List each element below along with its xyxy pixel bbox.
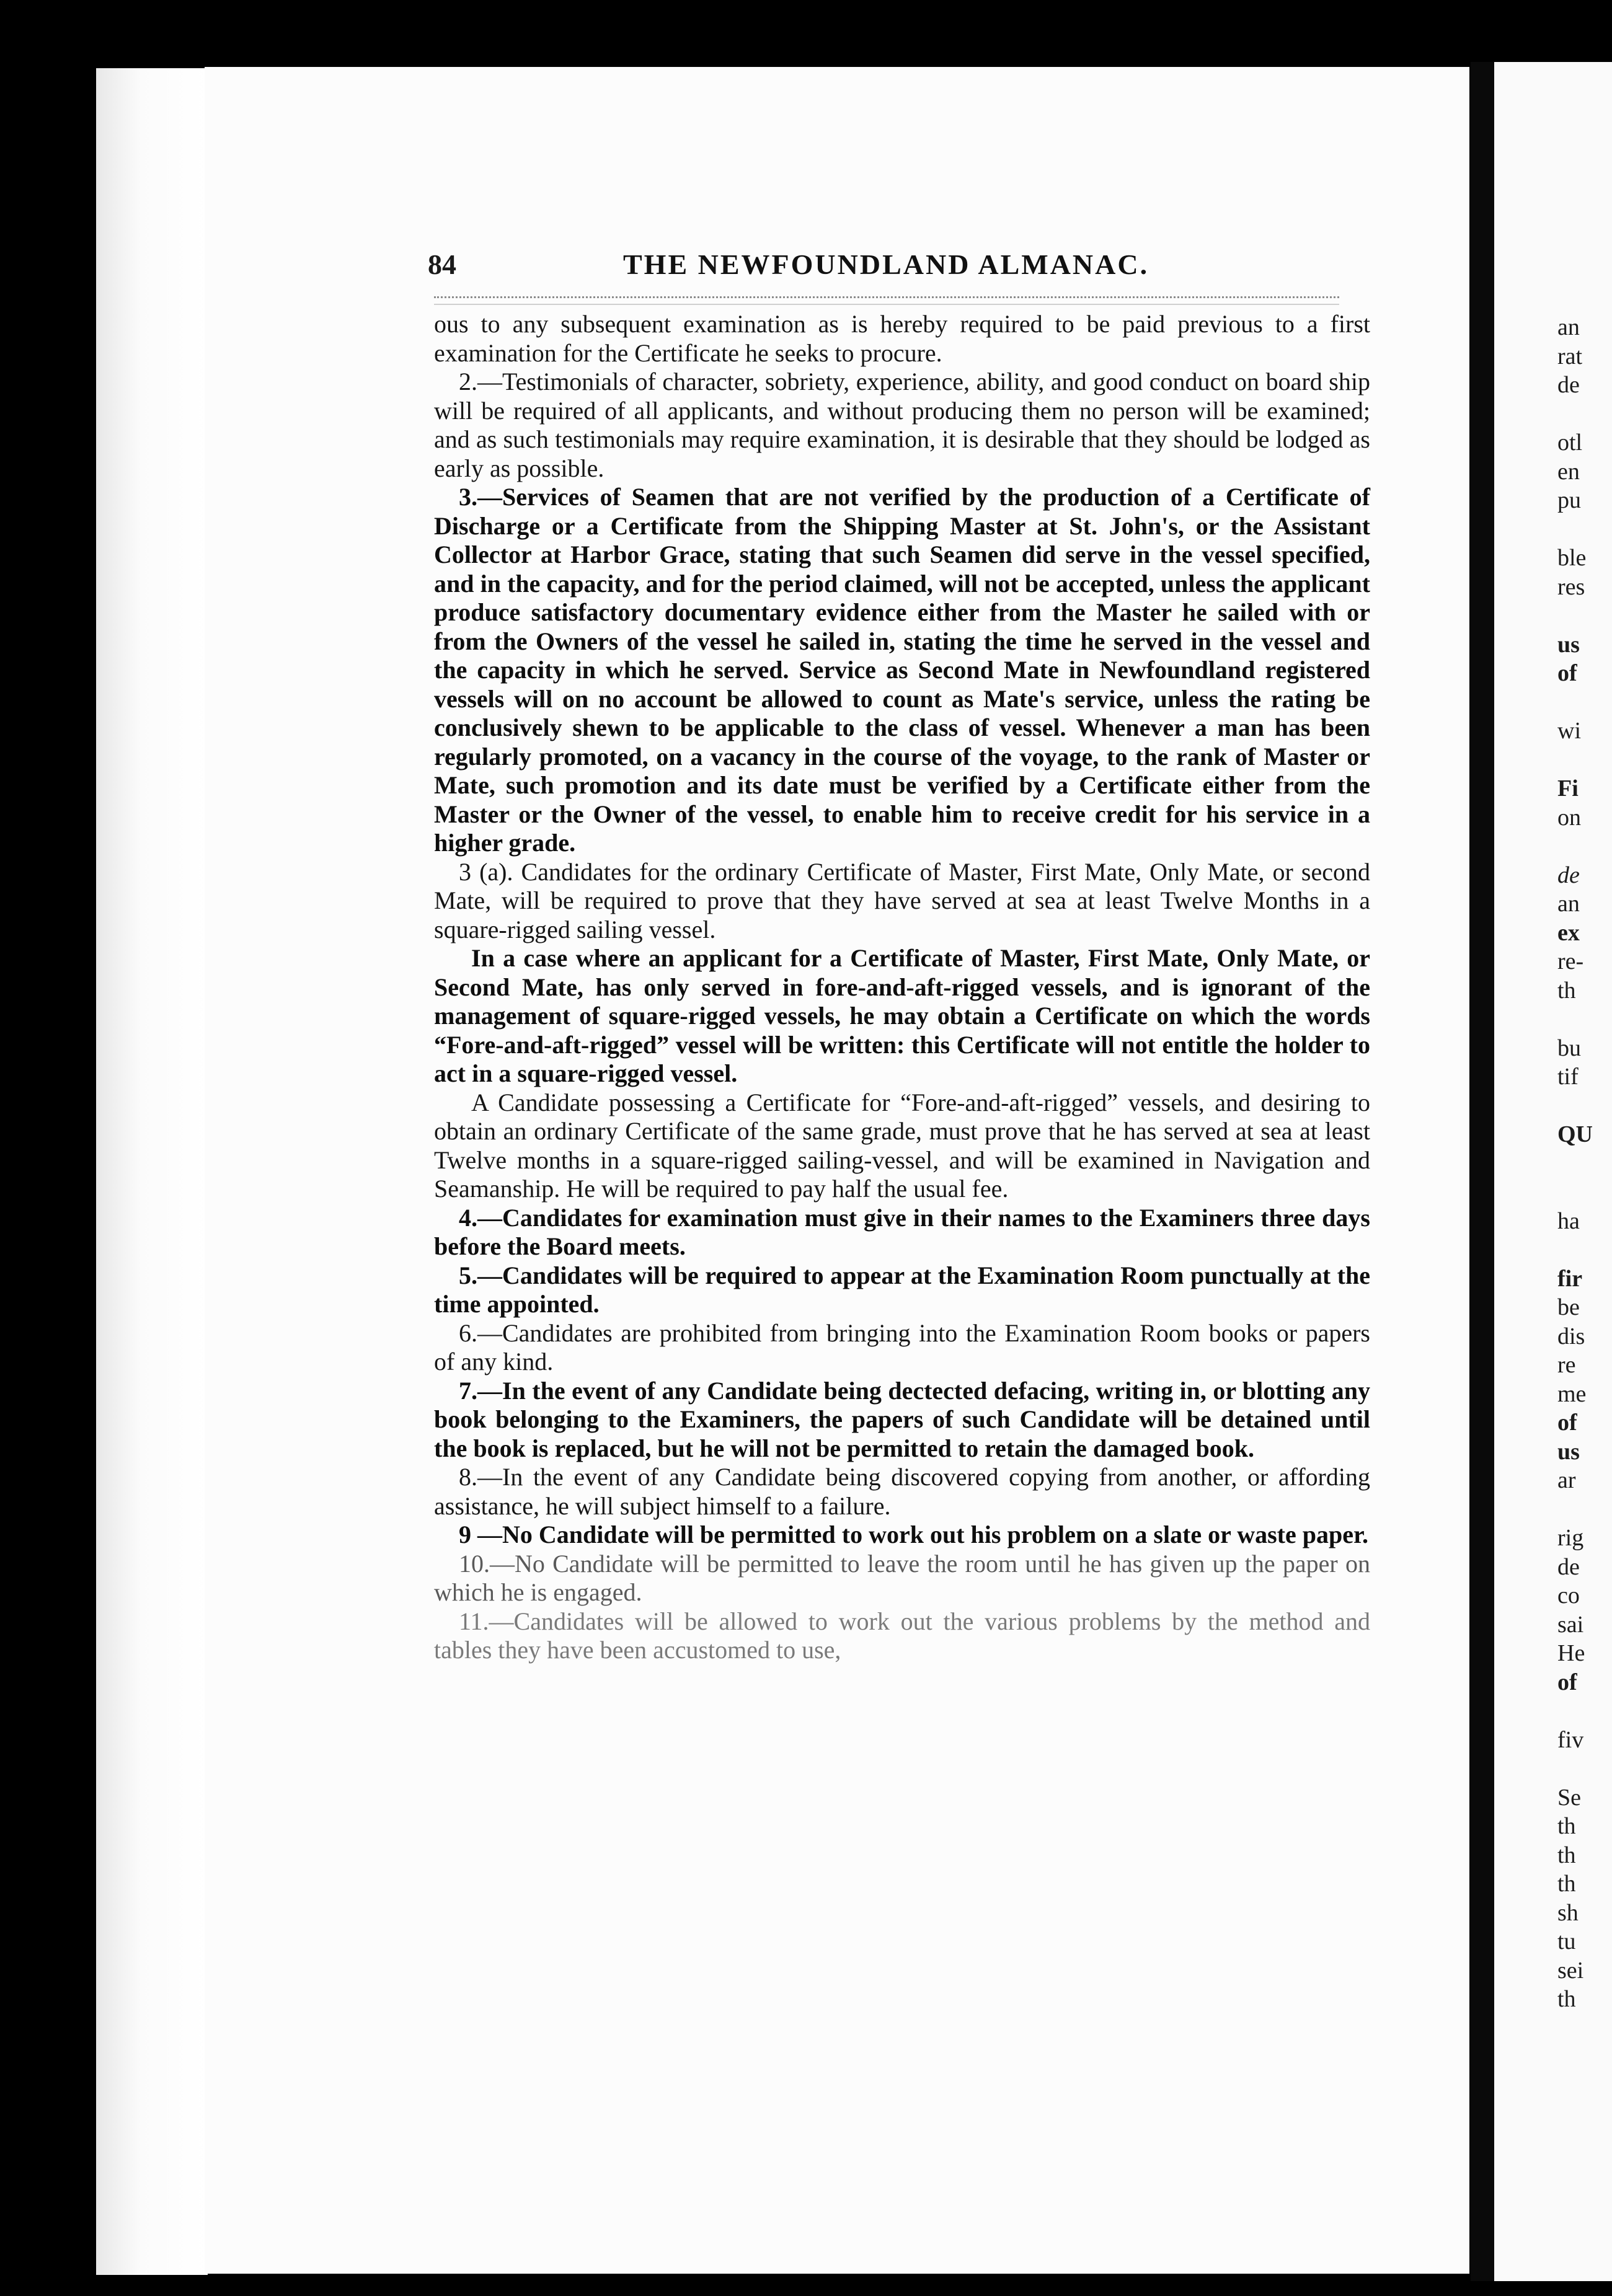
- facing-page-fragment: [1557, 1005, 1612, 1034]
- facing-page-fragment: of: [1557, 1669, 1577, 1695]
- paragraph-continuation: ous to any subsequent examination as is hereby required to be paid previous to a first examination for the Certificate he seeks to procure.: [434, 310, 1370, 367]
- header-rule-secondary: [434, 304, 1339, 305]
- facing-page-fragment: fir: [1557, 1265, 1583, 1292]
- facing-page-fragment: tif: [1557, 1064, 1579, 1090]
- facing-page-fragment: fiv: [1557, 1726, 1584, 1753]
- facing-page-fragment: th: [1557, 977, 1576, 1004]
- facing-page-fragment: Se: [1557, 1784, 1581, 1811]
- facing-page-fragment: sai: [1557, 1611, 1584, 1638]
- facing-page-fragment: [1557, 1149, 1612, 1178]
- facing-page-fragment: [1557, 400, 1612, 429]
- facing-page-fragment: of: [1557, 660, 1577, 686]
- facing-page-fragment: wi: [1557, 718, 1581, 744]
- facing-page-fragment: th: [1557, 1813, 1576, 1839]
- paragraph-rule-11: 11.—Candidates will be allowed to work out the various problems by the method and tables they have been accustomed to use,: [434, 1607, 1370, 1664]
- page-binding-edge: [96, 68, 208, 2275]
- facing-page-fragment: QU: [1557, 1121, 1593, 1147]
- facing-page-fragment: re: [1557, 1352, 1576, 1378]
- facing-page-fragment: [1557, 1495, 1612, 1524]
- paragraph-candidate-possessing: A Candidate possessing a Certificate for “Fore-and-aft-rigged” vessels, and desiring to obtain an ordinary Certificate of the same grade, must prove that he has served at sea at least Twelve months in a square-rigged sailing-vessel, and will be examined in Navigation and Seamanship. He will be required to pay half the usual fee.: [434, 1088, 1370, 1203]
- facing-page-fragment: de: [1557, 1553, 1580, 1580]
- facing-page-fragment: an: [1557, 891, 1580, 917]
- facing-page-fragment: [1557, 1178, 1612, 1207]
- book-spine-gap: [1471, 62, 1494, 2281]
- facing-page-fragment: us: [1557, 631, 1580, 658]
- facing-page-fragment: [1557, 515, 1612, 544]
- facing-page-fragment: on: [1557, 804, 1581, 831]
- facing-page-fragment: me: [1557, 1380, 1587, 1407]
- paragraph-rule-5: 5.—Candidates will be required to appear at the Examination Room punctually at the time appointed.: [434, 1261, 1370, 1318]
- facing-page-fragment: bu: [1557, 1035, 1581, 1061]
- facing-page-fragment: [1557, 601, 1612, 630]
- facing-page-fragment: [1557, 746, 1612, 775]
- paragraph-3a-square-rigged: 3 (a). Candidates for the ordinary Certificate of Master, First Mate, Only Mate, or second Mate, will be required to prove that they have served at sea at least Twelve Months in a square-rigged sailing vessel.: [434, 857, 1370, 943]
- facing-page-fragment: rig: [1557, 1525, 1584, 1551]
- facing-page-fragment: dis: [1557, 1323, 1585, 1349]
- paragraph-rule-7: 7.—In the event of any Candidate being dectected defacing, writing in, or blotting any book belonging to the Examiners, the papers of such Candidate will be detained until the book is replaced, but he will not be permitted to retain the damaged book.: [434, 1376, 1370, 1462]
- paragraph-rule-9: 9 —No Candidate will be permitted to work out his problem on a slate or waste paper.: [459, 1521, 1369, 1548]
- paragraph-rule-4: 4.—Candidates for examination must give in their names to the Examiners three days before the Board meets.: [434, 1203, 1370, 1260]
- facing-page-text: [1557, 313, 1612, 2014]
- facing-page-fragment: pu: [1557, 487, 1581, 513]
- facing-page-fragment: sei: [1557, 1957, 1584, 1984]
- facing-page-fragment: de: [1557, 372, 1580, 398]
- facing-page-fragment: of: [1557, 1410, 1577, 1436]
- facing-page-fragment: res: [1557, 573, 1585, 600]
- facing-page-fragment: th: [1557, 1986, 1576, 2012]
- facing-page-fragment: [1557, 1754, 1612, 1783]
- facing-page-fragment: [1557, 832, 1612, 861]
- running-head: [428, 248, 1370, 285]
- page-number: 84: [428, 249, 456, 280]
- facing-page-fragment: en: [1557, 458, 1580, 485]
- paragraph-rule-10: 10.—No Candidate will be permitted to leave the room until he has given up the paper on which he is engaged.: [434, 1549, 1370, 1606]
- facing-page-fragment: He: [1557, 1640, 1585, 1666]
- facing-page-fragment: otl: [1557, 430, 1583, 456]
- facing-page-fragment: re-: [1557, 948, 1584, 974]
- facing-page-fragment: ble: [1557, 545, 1587, 571]
- facing-page-fragment: us: [1557, 1438, 1580, 1465]
- facing-page-fragment: [1557, 688, 1612, 717]
- facing-page-fragment: an: [1557, 314, 1580, 340]
- facing-page-fragment: th: [1557, 1871, 1576, 1897]
- facing-page-fragment: Fi: [1557, 775, 1579, 801]
- facing-page-fragment: be: [1557, 1294, 1580, 1320]
- facing-page-fragment: [1557, 1092, 1612, 1121]
- facing-page-fragment: tu: [1557, 1928, 1576, 1954]
- facing-page-fragment: [1557, 1235, 1612, 1265]
- facing-page-fragment: co: [1557, 1583, 1580, 1609]
- header-rule: [434, 296, 1339, 298]
- facing-page-fragment: ex: [1557, 919, 1580, 946]
- facing-page-fragment: th: [1557, 1842, 1576, 1868]
- facing-page-fragment: sh: [1557, 1899, 1579, 1926]
- paragraph-rule-8: 8.—In the event of any Candidate being discovered copying from another, or affording assistance, he will subject himself to a failure.: [434, 1463, 1370, 1520]
- page-title: THE NEWFOUNDLAND ALMANAC.: [623, 249, 1149, 280]
- paragraph-testimonials: 2.—Testimonials of character, sobriety, experience, ability, and good conduct on board ship will be required of all applicants, and without producing them no person will be examined; and as such testimonials may require examination, it is desirable that they should be lodged as early as possible.: [434, 368, 1370, 482]
- facing-page-fragment: de: [1557, 862, 1580, 888]
- facing-page-fragment: rat: [1557, 343, 1583, 369]
- paragraph-fore-and-aft: In a case where an applicant for a Certificate of Master, First Mate, Only Mate, or Second Mate, has only served in fore-and-aft-rigged vessels, and is ignorant of the management of square-rigged vessels, he may obtain a Certificate on which the words “Fore-and-aft-rigged” vessel will be written: this Certificate will not entitle the holder to act in a square-rigged vessel.: [434, 944, 1370, 1087]
- paragraph-services-of-seamen: 3.—Services of Seamen that are not verified by the production of a Certificate of Discharge or a Certificate from the Shipping Master at St. John's, or the Assistant Collector at Harbor Grace, stating that such Seamen did serve in the vessel specified, and in the capacity, and for the period claimed, will not be accepted, unless the applicant produce satisfactory documentary evidence either from the Master he sailed with or from the Owners of the vessel he sailed in, stating the time he served in the vessel and the capacity in which he served. Service as Second Mate in Newfoundland registered vessels will on no account be allowed to count as Mate's service, unless the rating be conclusively shewn to be applicable to the class of vessel. Whenever a man has been regularly promoted, on a vacancy in the course of the voyage, to the rank of Master or Mate, such promotion and its date must be verified by a Certificate either from the Master or the Owner of the vessel, to enable him to receive credit for his service in a higher grade.: [434, 483, 1370, 857]
- paragraph-rule-6: 6.—Candidates are prohibited from bringing into the Examination Room books or papers of any kind.: [434, 1318, 1370, 1375]
- facing-page-fragment: ha: [1557, 1208, 1580, 1234]
- facing-page-fragment: [1557, 1697, 1612, 1726]
- body-text: [434, 310, 1370, 1665]
- facing-page-fragment: ar: [1557, 1467, 1576, 1493]
